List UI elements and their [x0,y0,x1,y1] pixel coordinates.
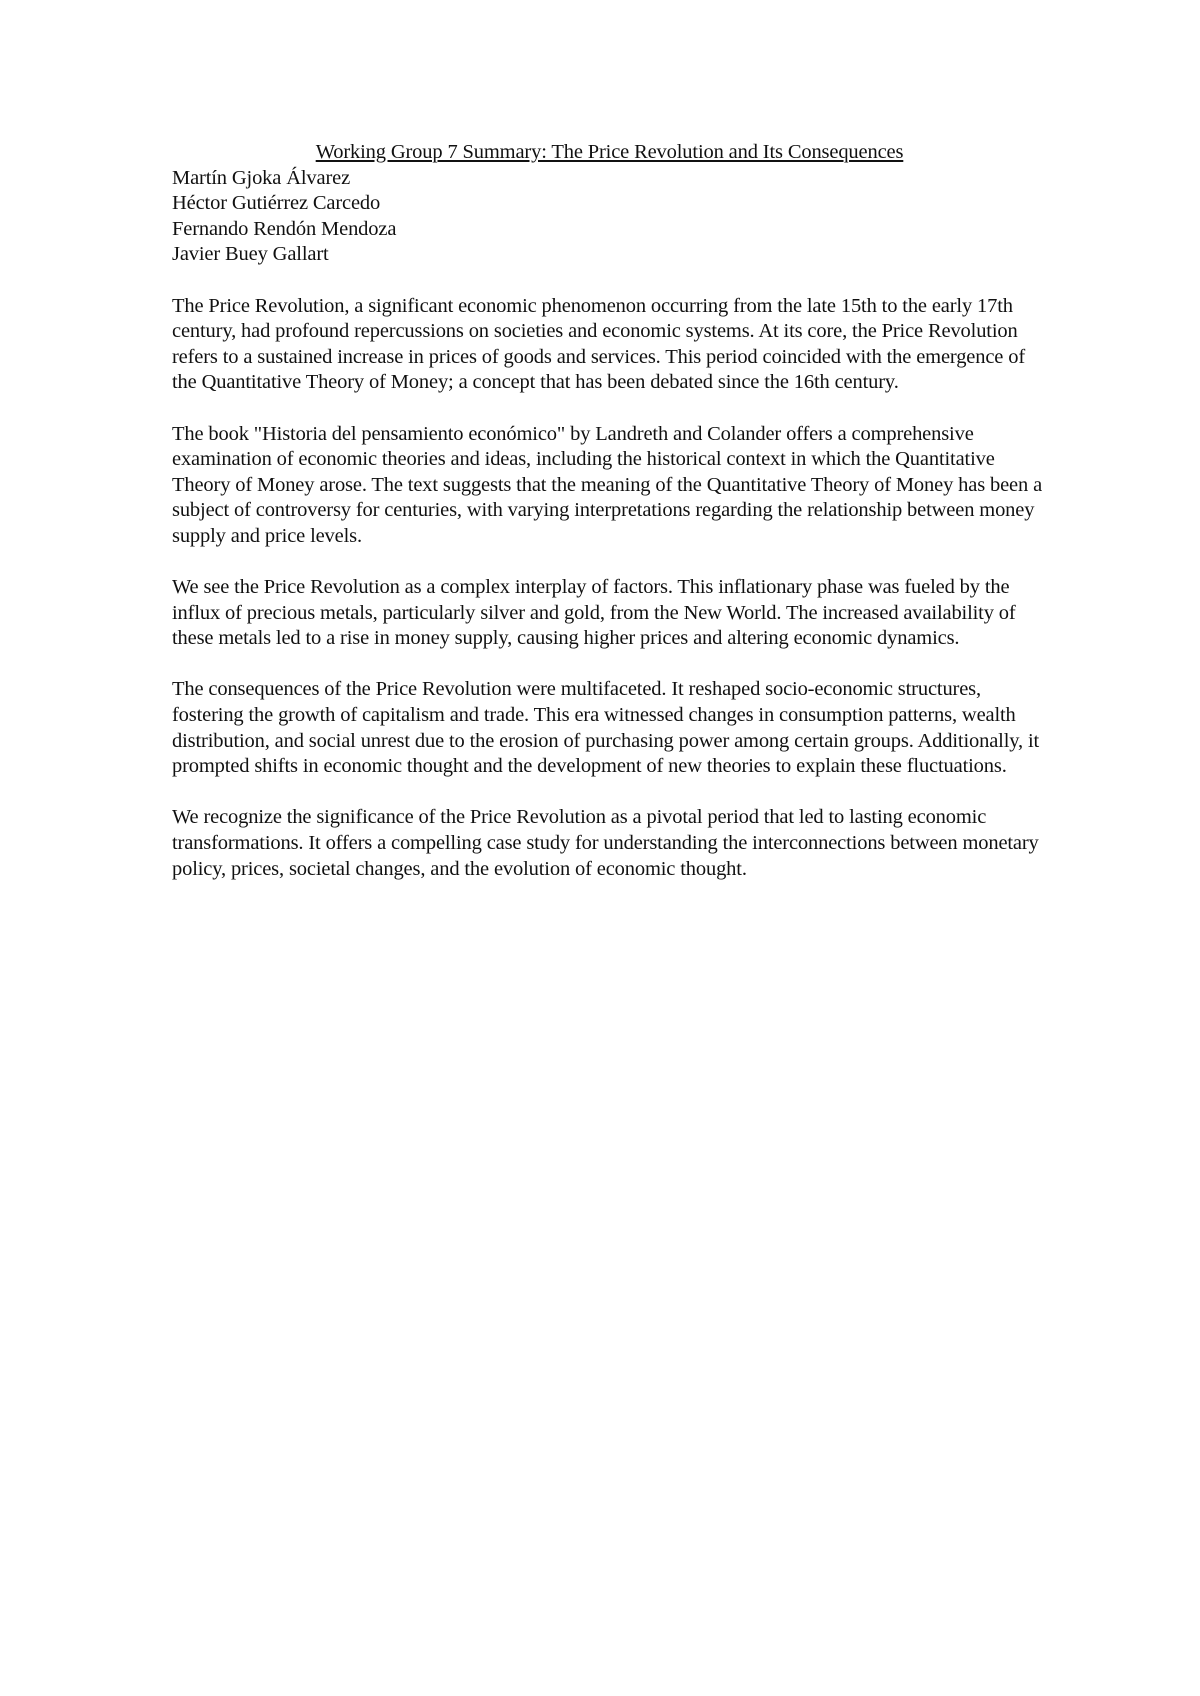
paragraph-conclusion: We recognize the significance of the Price Revolution as a pivotal period that led to lasting economic transformations. It offers a compelling case study for understanding the interconnections between monetary policy, prices, societal changes, and the evolution of economic thought. [172,806,1039,880]
author-name: Héctor Gutiérrez Carcedo [172,192,381,215]
document-body [172,140,1047,882]
paragraph-causes: We see the Price Revolution as a complex interplay of factors. This inflationary phase was fueled by the influx of precious metals, particularly silver and gold, from the New World. The increased availability of these metals led to a rise in money supply, causing higher prices and altering economic dynamics. [172,576,1016,650]
author-name: Javier Buey Gallart [172,243,329,266]
paragraph-consequences: The consequences of the Price Revolution were multifaceted. It reshaped socio-economic structures, fostering the growth of capitalism and trade. This era witnessed changes in consumption patterns, wealth distribution, and social unrest due to the erosion of purchasing power among certain groups. Additionally, it prompted shifts in economic thought and the development of new theories to explain these fluctuations. [172,678,1040,778]
document-title: Working Group 7 Summary: The Price Revolution and Its Consequences [315,141,904,163]
author-name: Martín Gjoka Álvarez [172,166,351,189]
paragraph-intro: The Price Revolution, a significant economic phenomenon occurring from the late 15th to the early 17th century, had profound repercussions on societies and economic systems. At its core, the Price Revolution refers to a sustained increase in prices of goods and services. This period coincided with the emergence of the Quantitative Theory of Money; a concept that has been debated since the 16th century. [172,294,1026,394]
paragraph-book-reference: The book "Historia del pensamiento económico" by Landreth and Colander offers a comprehensive examination of economic theories and ideas, including the historical context in which the Quantitative Theory of Money arose. The text suggests that the meaning of the Quantitative Theory of Money has been a subject of controversy for centuries, with varying interpretations regarding the relationship between money supply and price levels. [172,422,1043,547]
author-list [172,166,1047,268]
author-name: Fernando Rendón Mendoza [172,217,397,240]
